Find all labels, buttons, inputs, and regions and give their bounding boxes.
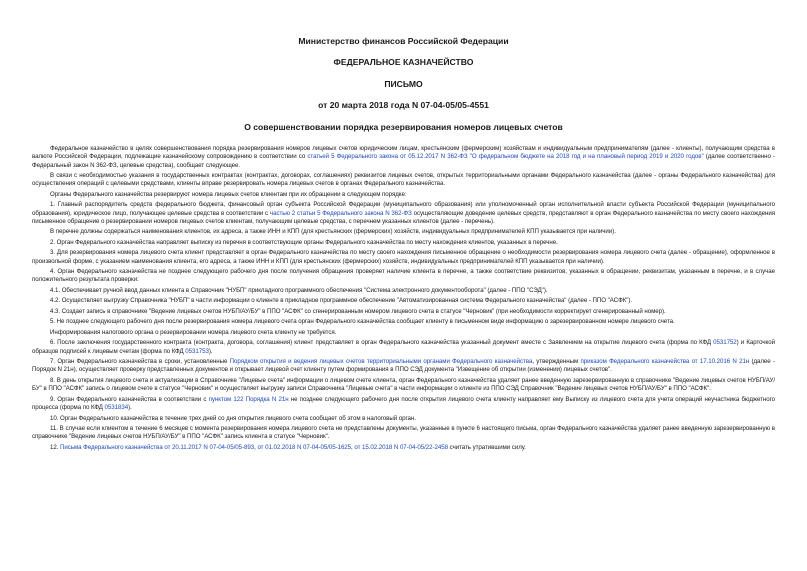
letter-893-link[interactable]: Письма Федерального казначейства от 20.11.2017 N 07-04-05/05-893 [60, 443, 255, 451]
paragraph-item-2: 2. Орган Федерального казначейства направляет выписку из перечня в соответствующие органы Федерального казначейства по месту нахождения клиентов, указанных в перечне. [50, 238, 558, 246]
paragraph: В перечне должны содержаться наименования клиентов, их адреса, а также ИНН и КПП (для крестьянских (фермерских) хозяйств, индивидуальных предпринимателей КПП указывается при наличии). [50, 228, 616, 236]
form-0531834-link[interactable]: 0531834 [104, 404, 129, 412]
paragraph-item-12: 12. Письма Федерального казначейства от 20.11.2017 N 07-04-05/05-893, от 01.02.2018 N 07-04-05/05-1625, от 15.02.2018 N 07-04-05/22-2458 считать утратившими силу. [50, 443, 526, 451]
paragraph-item-7: 7. Орган Федерального казначейства в сроки, установленные Порядком открытия и ведения лицевых счетов территориальными органами Федерального казначейства, утвержденным приказом Федерального казначейства от 17.10.2016 N 21н (далее - Порядок N 21н), осуществляет проверку представленных документов и открывает лицевой счет клиенту путем формирования в ППО СЭД документа "Извещение об открытии (изменении) лицевых счетов". [32, 358, 775, 374]
letter-1625-link[interactable]: от 01.02.2018 N 07-04-05/05-1625 [257, 443, 352, 451]
ministry-name: Министерство финансов Российской Федерации [298, 36, 509, 46]
form-0531753-link[interactable]: 0531753 [185, 347, 209, 355]
document-subject: О совершенствовании порядка резервирования номеров лицевых счетов [244, 122, 563, 132]
document-body [32, 145, 775, 452]
agency-name: ФЕДЕРАЛЬНОЕ КАЗНАЧЕЙСТВО [333, 57, 474, 67]
paragraph-item-9: 9. Орган Федерального казначейства в соответствии с пунктом 122 Порядка N 21н не позднее следующего рабочего дня после открытия лицевого счета клиенту направляет ему Выписку из лицевого счета для учета операций неучастника бюджетного процесса (форма по КФД 0531834). [32, 395, 775, 412]
procedure-point-122-link[interactable]: пунктом 122 Порядка N 21н [208, 395, 289, 403]
paragraph: В связи с необходимостью указания в государственных контрактах (контрактах, договорах, соглашениях) реквизитов лицевых счетов, открытых территориальными органами Федерального казначейства (далее - органы Федерального казначейства) для осуществления операций с целевыми средствами, клиенты вправе резервировать номера лицевых счетов в органах Федерального казначейства. [32, 172, 775, 188]
paragraph-item-4-3: 4.3. Создает запись в справочнике "Ведение лицевых счетов НУБП/АУ/БУ" в ППО "АСФК" со сгенерированным номером лицевого счета в статусе "Черновик" (при необходимости корректирует сгенерированный номер). [50, 307, 666, 315]
law-article-link[interactable]: частью 2 статьи 5 Федерального закона N 362-ФЗ [269, 209, 412, 217]
paragraph-item-3: 3. Для резервирования номера лицевого счета клиент представляет в орган Федерального казначейства по месту своего нахождения письменное обращение о необходимости резервирования номера лицевого счета (далее - обращение), оформленное в произвольной форме, с указанием наименования клиента, его адреса, а также ИНН и КПП (для крестьянских (фермерских) хозяйств, индивидуальных предпринимателей КПП указывается при наличии). [32, 249, 775, 265]
order-21n-link[interactable]: приказом Федерального казначейства от 17.10.2016 N 21н [580, 358, 750, 366]
paragraph-item-8: 8. В день открытия лицевого счета и актуализации в Справочнике "Лицевые счета" информации о лицевом счете клиента, орган Федерального казначейства удаляет ранее введенную зарезервированную в справочнике "Ведение лицевых счетов НУБП/АУ/БУ" в ППО "АСФК" запись о лицевом счете в статусе "Черновик" и осуществляет выгрузку записи Справочника "Лицевые счета" в части информации о клиенте из ППО СЭД Справочник "Ведение лицевых счетов НУБП/АУ/БУ" в ППО "АСФК". [32, 376, 775, 393]
paragraph-item-4: 4. Орган Федерального казначейства не позднее следующего рабочего дня после получения обращения проверяет наличие клиента в перечне, а также соответствие реквизитов, указанных в обращении, реквизитам, указанным в перечне, и в случае положительного результата проверки: [32, 268, 775, 284]
paragraph: Информирования налогового органа о резервировании номера лицевого счета клиенту не требуется. [50, 328, 337, 336]
paragraph-item-5: 5. Не позднее следующего рабочего дня после резервирования номера лицевого счета орган Федерального казначейства сообщает клиенту в письменном виде информацию о зарезервированном номере лицевого счета. [50, 318, 675, 326]
paragraph-item-6: 6. После заключения государственного контракта (контракта, договора, соглашения) клиент представляет в орган Федерального казначейства указанный документ вместе с Заявлением на открытие лицевого счета (форма по КФД 0531752) и Карточкой образцов подписей к лицевым счетам (форма по КФД 0531753). [32, 339, 775, 355]
document-date-number: от 20 марта 2018 года N 07-04-05/05-4551 [318, 100, 489, 110]
letter-2458-link[interactable]: от 15.02.2018 N 07-04-05/22-2458 [354, 443, 448, 451]
paragraph: Органы Федерального казначейства резервируют номера лицевых счетов клиентам при их обращении в следующем порядке: [50, 190, 407, 198]
paragraph-intro: Федеральное казначейство в целях совершенствования порядка резервирования номеров лицевых счетов юридическим лицам, крестьянским (фермерским) хозяйствам и индивидуальным предпринимателям (далее - клиенты), получающим средства в валюте Российской Федерации, подлежащие казначейскому сопровождению в соответствии со статьей 5 Федерального закона от 05.12.2017 N 362-ФЗ "О федеральном бюджете на 2018 год и на плановый период 2019 и 2020 годов" (далее соответственно - Федеральный закон N 362-ФЗ, целевые средства), сообщает следующее. [32, 145, 776, 169]
paragraph-item-10: 10. Орган Федерального казначейства в течение трех дней со дня открытия лицевого счета сообщает об этом в налоговый орган. [50, 414, 416, 422]
paragraph-item-4-1: 4.1. Обеспечивает ручной ввод данных клиента в Справочник "НУБП" прикладного программного обеспечения "Система электронного документооборота" (далее - ППО "СЭД"). [50, 286, 548, 294]
document-type: ПИСЬМО [384, 79, 423, 89]
law-362fz-link[interactable]: статьей 5 Федерального закона от 05.12.2017 N 362-ФЗ "О федеральном бюджете на 2018 год и на плановый период 2019 и 2020 годов" [307, 153, 704, 161]
paragraph-item-1: 1. Главный распорядитель средств федерального бюджета, финансовый орган субъекта Российской Федерации (муниципального образования) или уполномоченный орган исполнительной власти субъекта Российской Федерации (муниципального образования), юридическое лицо, получающее целевые средства в соответствии с частью 2 статьи 5 Федерального закона N 362-ФЗ осуществляющие доведение целевых средств, представляют в орган Федерального казначейства по месту своего нахождения письменное обращение о резервировании номеров лицевых счетов клиентам, получающим целевые средства, с перечнем указанных клиентов (далее - перечень). [32, 201, 775, 225]
paragraph-item-4-2: 4.2. Осуществляет выгрузку Справочника "НУБП" в части информации о клиенте в прикладное программное обеспечение "Автоматизированная система Федерального казначейства" (далее - ППО "АСФК"). [50, 297, 633, 305]
procedure-link[interactable]: Порядком открытия и ведения лицевых счетов территориальными органами Федерального казначейства [229, 358, 533, 366]
paragraph-item-11: 11. В случае если клиентом в течение 6 месяцев с момента резервирования номера лицевого счета не представлены документы, указанные в пункте 6 настоящего письма, орган Федерального казначейства удаляет ранее введенную зарезервированную в справочнике "Ведение лицевых счетов НУБП/АУ/БУ" в ППО "АСФК" запись клиента в статусе "Черновик". [32, 424, 775, 441]
form-0531752-link[interactable]: 0531752 [713, 339, 737, 347]
